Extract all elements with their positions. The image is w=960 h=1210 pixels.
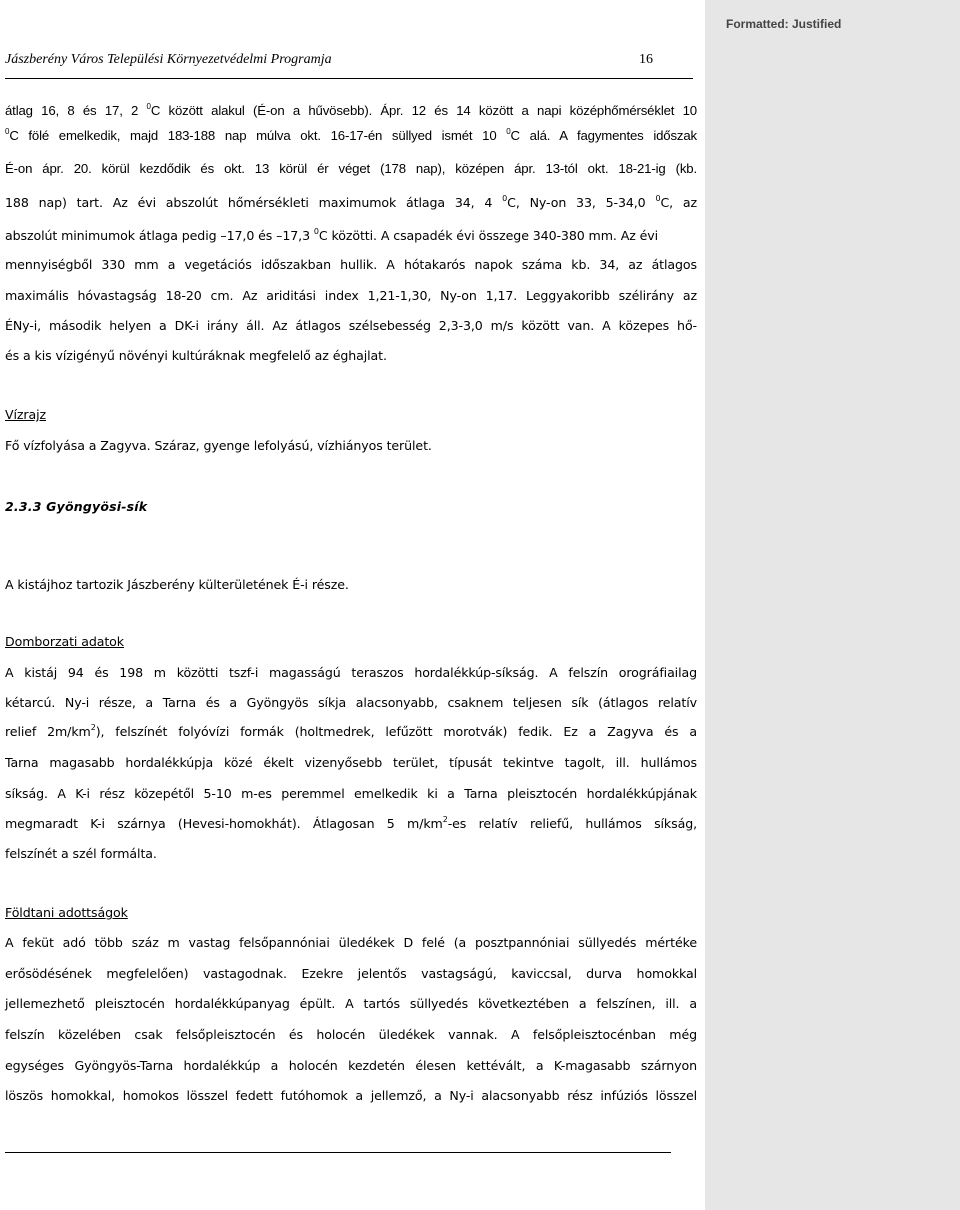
text-line: megmaradt K-i szárnya (Hevesi-homokhát). Átlagosan 5 $m/km^2-es$ relatív reliefű, hullámos síkság,: [5, 814, 698, 831]
text-line: Fő vízfolyása a Zagyva. Száraz, gyenge lefolyású, vízhiányos terület.: [5, 438, 432, 453]
page-header: [5, 50, 693, 79]
text-line: 188 nap) tart. Az évi abszolút hőmérsékleti maximumok átlaga 34, 4 $^0$C, Ny-on 33, 5-34,0 $^0$C, az: [5, 193, 697, 210]
text-line: A feküt adó több száz m vastag felsőpannóniai üledékek D felé (a posztpannóniai süllyedés mértéke: [5, 935, 697, 950]
text-line: egységes Gyöngyös-Tarna hordalékkúp a holocén kezdetén élesen kettévált, a K-magasabb szárnyon: [5, 1058, 697, 1073]
text-line: erősödésének megfelelően) vastagodnak. Ezekre jelentős vastagságú, kaviccsal, durva homokkal: [5, 966, 697, 981]
heading-vizrajz: Vízrajz: [5, 407, 47, 422]
text-line: felszínét a szél formálta.: [5, 846, 157, 861]
section-heading: 2.3.3 Gyöngyösi-sík: [5, 499, 148, 514]
text-line: jellemezhető pleisztocén hordalékkúpanyag épült. A tartós süllyedés következtében a felszínen, ill. a: [5, 996, 697, 1011]
text-line: É-on ápr. 20. körül kezdődik és okt. 13 körül ér véget (178 nap), középen ápr. 13-tól okt. 18-21-ig (kb.: [5, 161, 697, 176]
text-line: kétarcú. Ny-i része, a Tarna és a Gyöngyös síkja alacsonyabb, csaknem teljesen sík (átlagos relatív: [5, 695, 697, 710]
text-line: ÉNy-i, második helyen a DK-i irány áll. Az átlagos szélsebesség 2,3-3,0 m/s között van. A közepes hő-: [5, 318, 697, 333]
format-comment[interactable]: Formatted: Justified: [726, 17, 842, 31]
footer-rule: [5, 1152, 671, 1153]
text-line: felszín közelében csak felsőpleisztocén és holocén üledékek vannak. A felsőpleisztocénban még: [5, 1027, 697, 1042]
heading-domborzat: Domborzati adatok: [5, 634, 124, 649]
text-line: A kistáj 94 és 198 m közötti tszf-i magasságú teraszos hordalékkúp-síkság. A felszín orográfiailag: [5, 665, 697, 680]
text-line: $^0$C fölé emelkedik, majd 183-188 nap múlva okt. 16-17-én süllyed ismét 10 $^0$C alá. A fagymentes időszak: [5, 126, 697, 143]
text-line: és a kis vízigényű növényi kultúráknak megfelelő az éghajlat.: [5, 348, 387, 363]
text-line: löszös homokkal, homokos lösszel fedett futóhomok a jellemző, a Ny-i alacsonyabb rész infúziós lösszel: [5, 1088, 697, 1103]
text-line: síkság. A K-i rész közepétől 5-10 m-es peremmel emelkedik ki a Tarna pleisztocén hordalékkúpjának: [5, 786, 697, 801]
text-line: abszolút minimumok átlaga pedig –17,0 és –17,3 $^0$C közötti. A csapadék évi összege 340-380 mm. Az évi: [5, 226, 659, 243]
heading-foldtani: Földtani adottságok: [5, 905, 128, 920]
comment-margin: [705, 0, 960, 1210]
text-line: maximális hóvastagság 18-20 cm. Az ariditási index 1,21-1,30, Ny-on 1,17. Leggyakoribb szélirány az: [5, 288, 697, 303]
text-line: mennyiségből 330 mm a vegetációs időszakban hullik. A hótakarós napok száma kb. 34, az átlagos: [5, 257, 697, 272]
document-title: Jászberény Város Települési Környezetvédelmi Programja: [5, 52, 332, 67]
text-line: átlag 16, 8 és 17, 2 $^0$C között alakul (É-on a hűvösebb). Ápr. 12 és 14 között a napi középhőmérséklet 10: [5, 101, 697, 118]
text-line: A kistájhoz tartozik Jászberény külterületének É-i része.: [5, 577, 349, 592]
page-number: 16: [639, 52, 653, 67]
text-line: relief $2m/km^2$), felszínét folyóvízi formák (holtmedrek, lefűzött morotvák) fedik. Ez a Zagyva és a: [5, 722, 697, 739]
text-line: Tarna magasabb hordalékkúpja közé ékelt vizenyősebb terület, típusát tekintve tagolt, ill. hullámos: [5, 755, 697, 770]
